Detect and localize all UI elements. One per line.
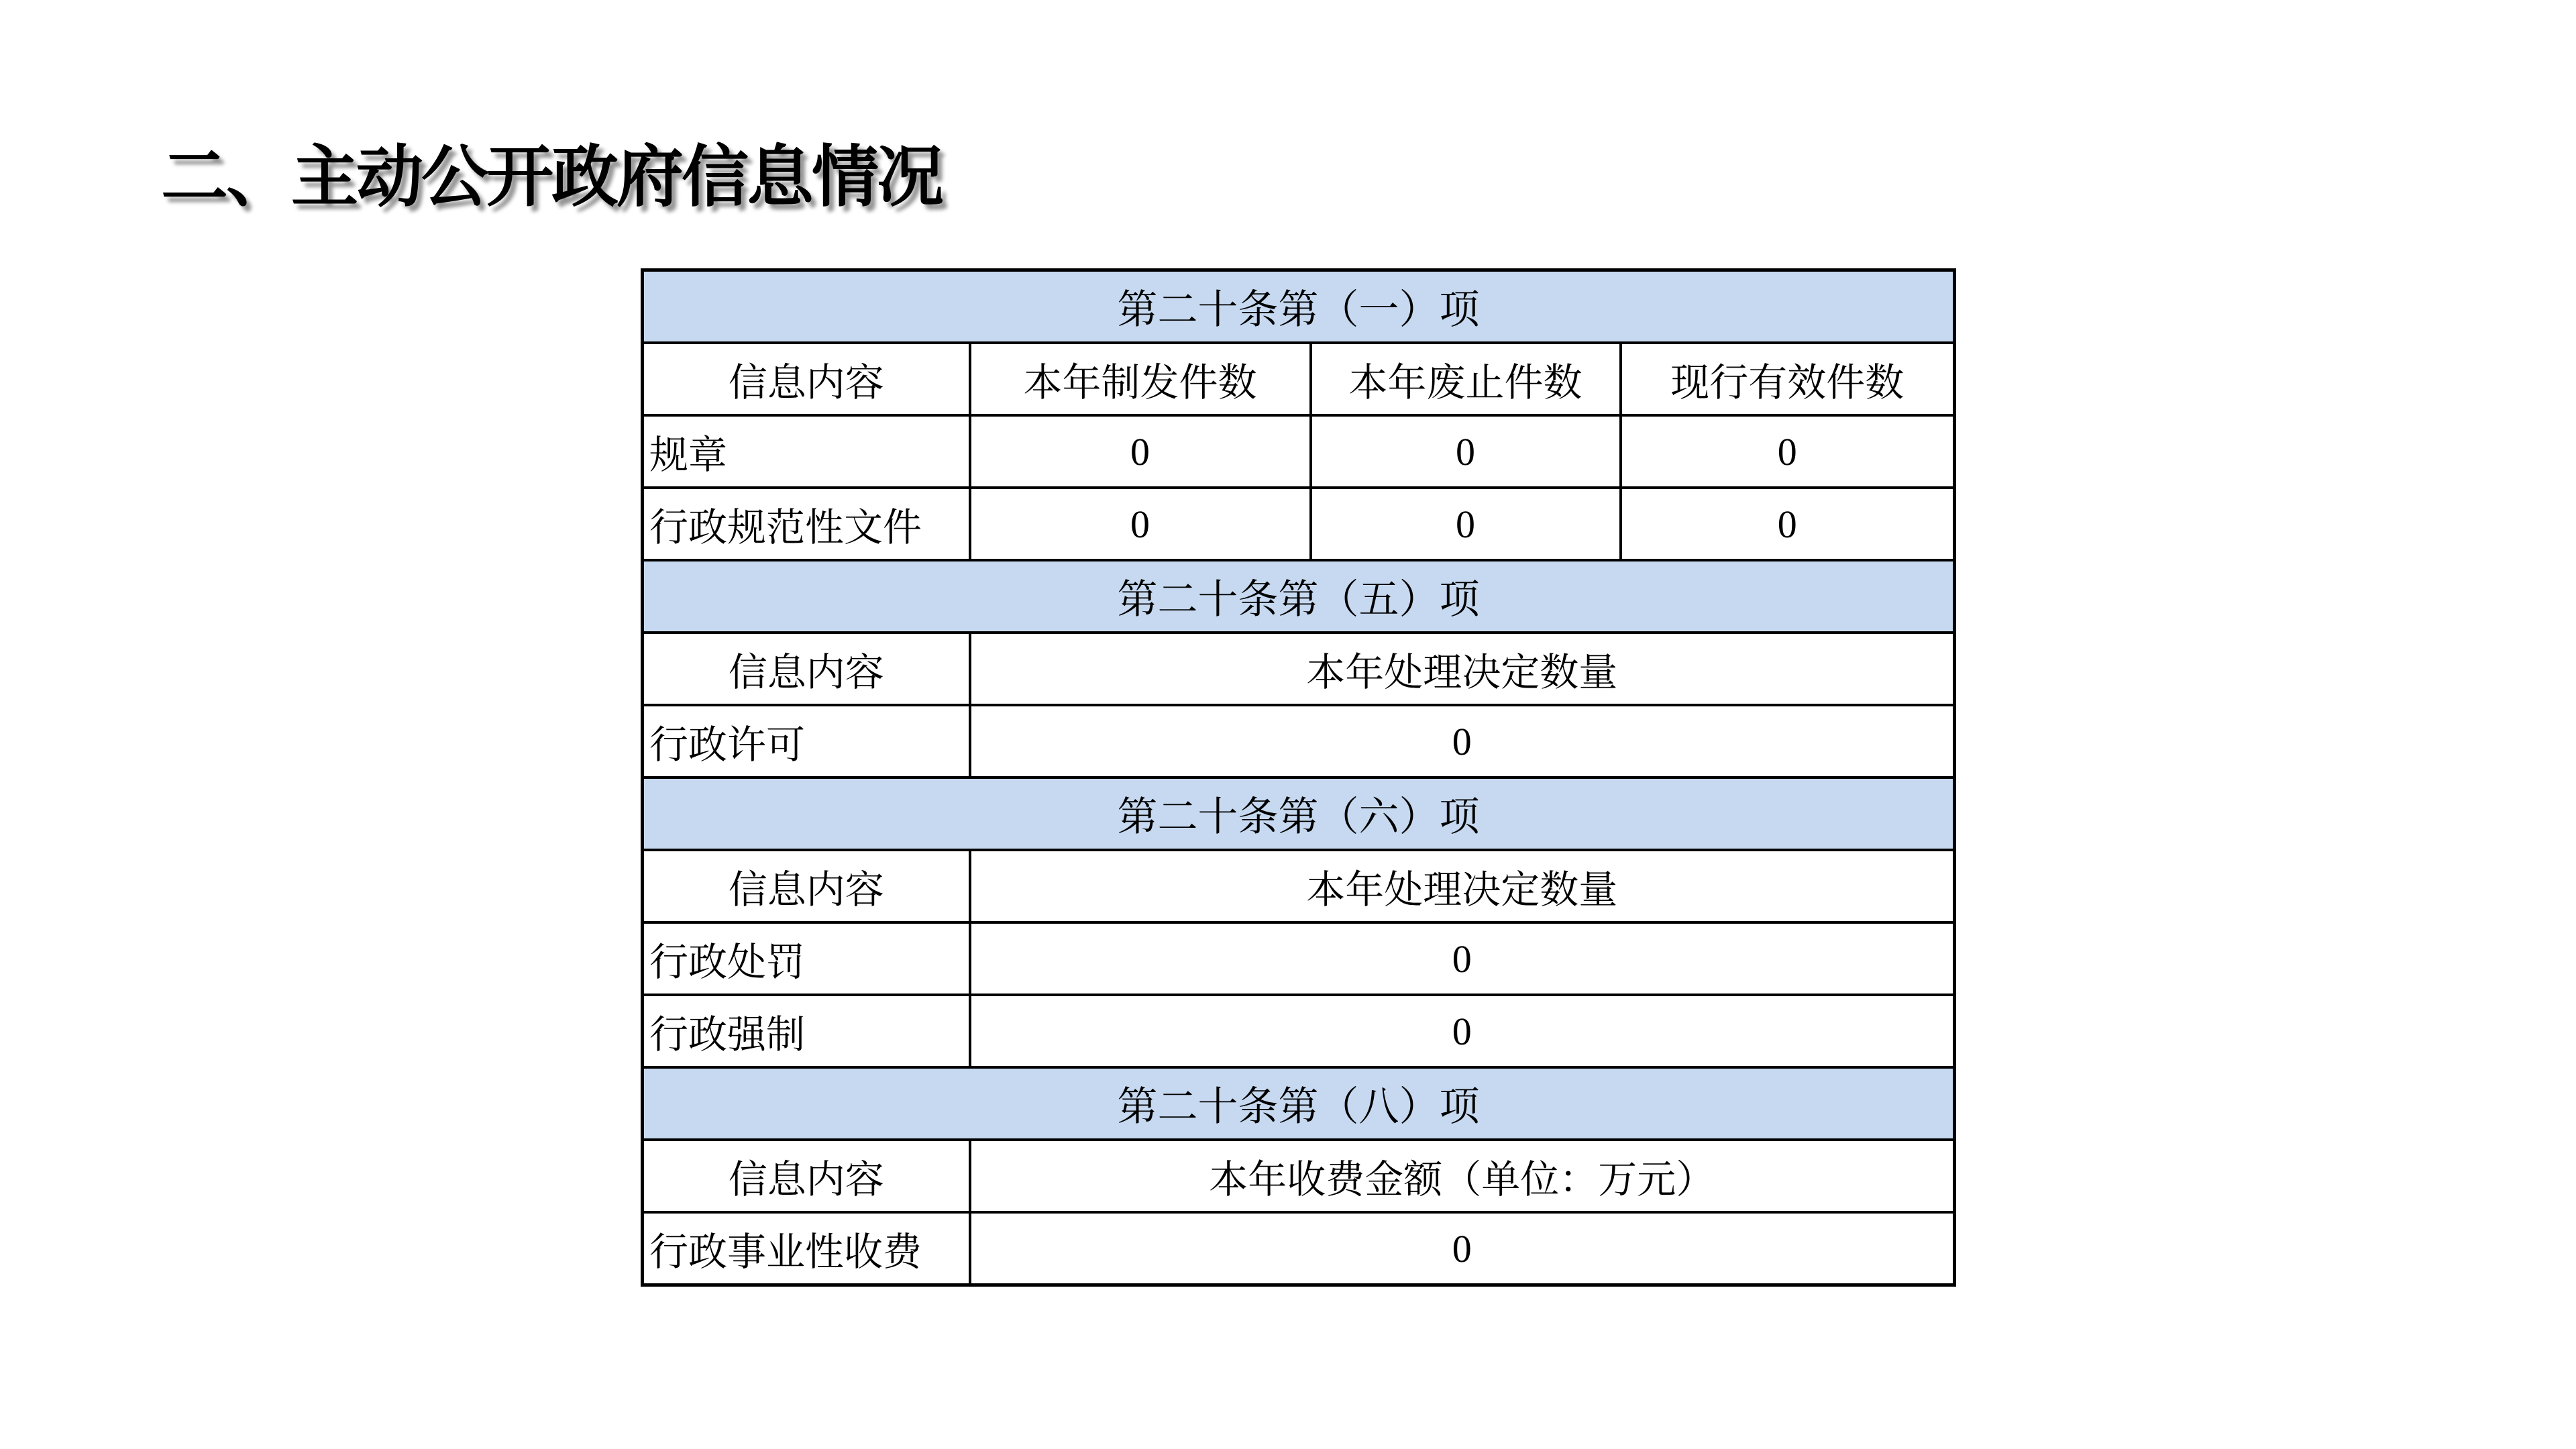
- table-row: [643, 415, 1955, 488]
- row-value: 0: [970, 415, 1311, 488]
- section-1-column-header-row: [643, 343, 1955, 415]
- disclosure-table: [641, 268, 1956, 1287]
- table-row: [643, 995, 1955, 1067]
- row-label: 行政事业性收费: [643, 1212, 970, 1285]
- row-label: 行政许可: [643, 705, 970, 777]
- row-label: 行政规范性文件: [643, 488, 970, 560]
- table-row: [643, 488, 1955, 560]
- row-value: 0: [970, 488, 1311, 560]
- section-1-col-header-2: 本年废止件数: [1311, 343, 1621, 415]
- section-1-col-header-0: 信息内容: [643, 343, 970, 415]
- section-4-header: 第二十条第（八）项: [643, 1067, 1955, 1140]
- row-value: 0: [1621, 415, 1955, 488]
- row-value: 0: [970, 922, 1955, 995]
- section-2-col-header-1: 本年处理决定数量: [970, 633, 1955, 705]
- page-title: 二、主动公开政府信息情况: [161, 140, 942, 215]
- section-2-header-row: [643, 560, 1955, 633]
- section-2-header: 第二十条第（五）项: [643, 560, 1955, 633]
- row-value: 0: [1621, 488, 1955, 560]
- section-4-col-header-1: 本年收费金额（单位：万元）: [970, 1140, 1955, 1212]
- section-3-col-header-1: 本年处理决定数量: [970, 850, 1955, 922]
- section-2-col-header-0: 信息内容: [643, 633, 970, 705]
- section-1-col-header-3: 现行有效件数: [1621, 343, 1955, 415]
- row-label: 行政强制: [643, 995, 970, 1067]
- section-3-header: 第二十条第（六）项: [643, 777, 1955, 850]
- section-1-header-row: [643, 270, 1955, 343]
- section-3-column-header-row: [643, 850, 1955, 922]
- table-row: [643, 1212, 1955, 1285]
- section-1-header: 第二十条第（一）项: [643, 270, 1955, 343]
- section-4-header-row: [643, 1067, 1955, 1140]
- section-2-column-header-row: [643, 633, 1955, 705]
- table-row: [643, 705, 1955, 777]
- row-value: 0: [970, 705, 1955, 777]
- row-label: 行政处罚: [643, 922, 970, 995]
- section-4-column-header-row: [643, 1140, 1955, 1212]
- row-label: 规章: [643, 415, 970, 488]
- section-3-header-row: [643, 777, 1955, 850]
- table-row: [643, 922, 1955, 995]
- row-value: 0: [1311, 415, 1621, 488]
- row-value: 0: [970, 995, 1955, 1067]
- section-4-col-header-0: 信息内容: [643, 1140, 970, 1212]
- section-3-col-header-0: 信息内容: [643, 850, 970, 922]
- row-value: 0: [970, 1212, 1955, 1285]
- row-value: 0: [1311, 488, 1621, 560]
- section-1-col-header-1: 本年制发件数: [970, 343, 1311, 415]
